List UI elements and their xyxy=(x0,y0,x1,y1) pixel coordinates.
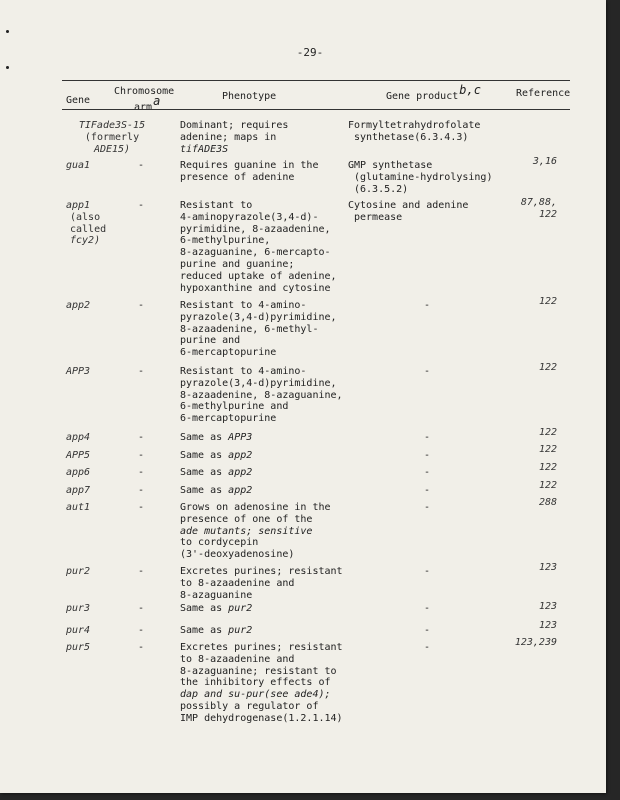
gene-line: app4 xyxy=(66,432,91,443)
gene-line: app7 xyxy=(66,485,91,496)
chromosome-arm-value: - xyxy=(138,625,145,636)
phenotype-line: pyrazole(3,4-d)pyrimidine, xyxy=(180,311,337,323)
header-gene-product-sup: b,c xyxy=(459,83,481,97)
gene-product-line: - xyxy=(424,450,431,461)
reference-line: 122 xyxy=(538,362,557,373)
phenotype-line: 8-azaguanine; resistant to xyxy=(180,665,337,677)
chromosome-arm-value: - xyxy=(138,566,145,577)
phenotype-gene-ref: pur2 xyxy=(228,625,253,636)
phenotype-line: adenine; maps in xyxy=(180,131,277,143)
gene-product-line: (glutamine-hydrolysing) xyxy=(354,171,493,183)
chromosome-arm-value: - xyxy=(138,200,145,211)
gene-cell xyxy=(66,502,90,514)
gene-product-cell xyxy=(424,566,430,578)
phenotype-gene-ref: app2 xyxy=(228,467,253,478)
gene-line: APP3 xyxy=(66,366,91,377)
gene-product-line: permease xyxy=(354,211,403,223)
chromosome-arm-cell xyxy=(138,200,144,212)
gene-line: pur4 xyxy=(66,625,91,636)
chromosome-arm-cell xyxy=(138,625,144,637)
chromosome-arm-value: - xyxy=(138,300,145,311)
gene-product-cell xyxy=(424,366,430,378)
phenotype-line: 6-mercaptopurine xyxy=(180,413,277,425)
reference-cell xyxy=(487,497,557,509)
phenotype-gene-ref: pur2 xyxy=(228,603,253,614)
chromosome-arm-value: - xyxy=(138,502,145,513)
gene-product-cell xyxy=(348,160,492,195)
gene-cell xyxy=(66,160,90,172)
phenotype-cell xyxy=(180,485,252,497)
chromosome-arm-value: - xyxy=(138,467,145,478)
gene-cell xyxy=(66,467,90,479)
chromosome-arm-value: - xyxy=(138,432,145,443)
phenotype-line xyxy=(180,467,252,479)
gene-line: APP5 xyxy=(66,450,91,461)
gene-product-line: - xyxy=(424,366,431,377)
phenotype-gene-ref: APP3 xyxy=(228,432,253,443)
header-chromosome-arm xyxy=(134,94,161,113)
reference-line: 122 xyxy=(538,480,557,491)
phenotype-line xyxy=(180,485,252,497)
phenotype-line: dap and su-pur(see ade4); xyxy=(180,689,331,701)
phenotype-line: to cordycepin xyxy=(180,537,259,549)
chromosome-arm-cell xyxy=(138,642,144,654)
reference-cell xyxy=(487,562,557,574)
gene-line: (also xyxy=(70,211,101,223)
chromosome-arm-cell xyxy=(138,300,144,312)
gene-cell xyxy=(66,625,90,637)
gene-product-cell xyxy=(424,432,430,444)
phenotype-prefix: Same as xyxy=(180,450,229,461)
phenotype-line: Grows on adenosine in the xyxy=(180,502,331,513)
chromosome-arm-value: - xyxy=(138,160,145,171)
reference-cell xyxy=(487,197,557,221)
phenotype-gene-ref: app2 xyxy=(228,485,253,496)
gene-product-line: - xyxy=(424,467,431,478)
phenotype-cell xyxy=(180,200,337,294)
gene-cell xyxy=(66,200,106,247)
chromosome-arm-cell xyxy=(138,566,144,578)
phenotype-line: 8-azaadenine, 6-methyl- xyxy=(180,323,319,335)
chromosome-arm-cell xyxy=(138,432,144,444)
gene-product-line: (6.3.5.2) xyxy=(354,183,409,195)
reference-line: 122 xyxy=(538,427,557,438)
phenotype-prefix: Same as xyxy=(180,603,229,614)
phenotype-prefix: Same as xyxy=(180,432,229,443)
phenotype-line: hypoxanthine and cytosine xyxy=(180,282,331,294)
chromosome-arm-cell xyxy=(138,467,144,479)
reference-cell xyxy=(487,601,557,613)
phenotype-cell xyxy=(180,432,252,444)
reference-cell xyxy=(487,427,557,439)
phenotype-line: (3'-deoxyadenosine) xyxy=(180,549,295,561)
gene-cell xyxy=(72,120,152,155)
gene-product-cell xyxy=(424,603,430,615)
phenotype-line: pyrazole(3,4-d)pyrimidine, xyxy=(180,377,337,389)
header-chromosome-line1: Chromosome xyxy=(114,86,175,97)
gene-cell xyxy=(66,566,90,578)
phenotype-cell xyxy=(180,450,252,462)
gene-product-line: - xyxy=(424,432,431,443)
phenotype-line: to 8-azaadenine and xyxy=(180,653,295,665)
reference-cell xyxy=(487,462,557,474)
reference-line: 123 xyxy=(538,601,557,612)
phenotype-line: 8-azaadenine, 8-azaguanine, xyxy=(180,389,343,401)
gene-product-cell xyxy=(424,625,430,637)
gene-line: called xyxy=(70,223,107,235)
header-gene: Gene xyxy=(66,95,91,106)
gene-product-cell xyxy=(424,485,430,497)
margin-mark xyxy=(6,66,9,69)
gene-product-line: - xyxy=(424,603,431,614)
phenotype-line: 6-mercaptopurine xyxy=(180,347,277,359)
phenotype-line: presence of adenine xyxy=(180,171,295,183)
reference-line: 87,88, xyxy=(520,197,557,208)
phenotype-cell xyxy=(180,625,252,637)
chromosome-arm-value: - xyxy=(138,450,145,461)
gene-cell xyxy=(66,432,90,444)
phenotype-line: 6-methylpurine, xyxy=(180,235,271,247)
phenotype-line: Excretes purines; resistant xyxy=(180,566,343,577)
gene-product-line: GMP synthetase xyxy=(348,160,433,171)
phenotype-prefix: Same as xyxy=(180,625,229,636)
phenotype-cell xyxy=(180,642,343,725)
gene-product-line: - xyxy=(424,502,431,513)
phenotype-line: 4-aminopyrazole(3,4-d)- xyxy=(180,211,319,223)
phenotype-line: 6-methylpurine and xyxy=(180,401,289,413)
phenotype-line: pyrimidine, 8-azaadenine, xyxy=(180,223,331,235)
phenotype-line: possibly a regulator of xyxy=(180,700,319,712)
chromosome-arm-cell xyxy=(138,366,144,378)
phenotype-line xyxy=(180,432,252,444)
reference-line: 122 xyxy=(538,208,557,220)
margin-mark xyxy=(6,30,9,33)
phenotype-cell xyxy=(180,120,288,155)
reference-line: 122 xyxy=(538,296,557,307)
phenotype-line: Resistant to 4-amino- xyxy=(180,366,307,377)
gene-line: aut1 xyxy=(66,502,91,513)
phenotype-line: presence of one of the xyxy=(180,513,313,525)
phenotype-line: 8-azaguanine xyxy=(180,589,253,601)
phenotype-line: purine and guanine; xyxy=(180,258,295,270)
chromosome-arm-value: - xyxy=(138,485,145,496)
gene-cell xyxy=(66,642,90,654)
chromosome-arm-cell xyxy=(138,502,144,514)
header-gene-product xyxy=(386,83,481,102)
phenotype-cell xyxy=(180,603,252,615)
header-phenotype: Phenotype xyxy=(222,91,277,102)
phenotype-line: the inhibitory effects of xyxy=(180,677,331,689)
header-top-rule xyxy=(62,80,570,81)
gene-product-line: - xyxy=(424,625,431,636)
reference-line: 122 xyxy=(538,444,557,455)
phenotype-prefix: Same as xyxy=(180,485,229,496)
gene-product-cell xyxy=(424,450,430,462)
gene-line: pur2 xyxy=(66,566,91,577)
gene-product-line: Formyltetrahydrofolate xyxy=(348,120,481,131)
phenotype-cell xyxy=(180,160,318,184)
reference-line: 123 xyxy=(538,620,557,631)
reference-cell xyxy=(487,620,557,632)
reference-line: 3,16 xyxy=(532,156,557,167)
phenotype-line: to 8-azaadenine and xyxy=(180,577,295,589)
gene-product-line: synthetase(6.3.4.3) xyxy=(354,131,469,143)
phenotype-line: 8-azaguanine, 6-mercapto- xyxy=(180,247,331,259)
phenotype-line: ade mutants; sensitive xyxy=(180,525,313,537)
chromosome-arm-value: - xyxy=(138,366,145,377)
reference-cell xyxy=(487,296,557,308)
gene-line: pur5 xyxy=(66,642,91,653)
reference-cell xyxy=(487,156,557,168)
gene-product-cell xyxy=(424,467,430,479)
gene-product-cell xyxy=(424,502,430,514)
chromosome-arm-cell xyxy=(138,450,144,462)
reference-line: 288 xyxy=(538,497,557,508)
gene-line: app2 xyxy=(66,300,91,311)
chromosome-arm-cell xyxy=(138,603,144,615)
phenotype-line xyxy=(180,450,252,462)
phenotype-prefix: Same as xyxy=(180,467,229,478)
reference-cell xyxy=(487,480,557,492)
page-number: -29- xyxy=(296,46,324,59)
reference-cell xyxy=(487,362,557,374)
header-chromosome-sup: a xyxy=(153,94,161,108)
gene-cell xyxy=(66,603,90,615)
phenotype-cell xyxy=(180,566,343,601)
gene-cell xyxy=(66,300,90,312)
phenotype-cell xyxy=(180,366,343,425)
phenotype-cell xyxy=(180,300,337,359)
gene-line: ADE15) xyxy=(93,143,131,155)
reference-cell xyxy=(487,444,557,456)
header-reference: Reference xyxy=(516,88,571,99)
phenotype-line: Excretes purines; resistant xyxy=(180,642,343,653)
gene-cell xyxy=(66,366,90,378)
chromosome-arm-value: - xyxy=(138,603,145,614)
phenotype-line: reduced uptake of adenine, xyxy=(180,270,337,282)
gene-product-line: - xyxy=(424,566,431,577)
chromosome-arm-cell xyxy=(138,485,144,497)
gene-product-cell xyxy=(348,120,480,144)
gene-line: gua1 xyxy=(66,160,91,171)
gene-product-cell xyxy=(424,300,430,312)
phenotype-gene-ref: app2 xyxy=(228,450,253,461)
gene-cell xyxy=(66,450,90,462)
phenotype-line: Resistant to 4-amino- xyxy=(180,300,307,311)
gene-cell xyxy=(66,485,90,497)
gene-line: app1 xyxy=(66,200,91,211)
gene-line: (formerly xyxy=(84,131,140,143)
phenotype-cell xyxy=(180,467,252,479)
phenotype-line xyxy=(180,603,252,615)
gene-line: TIFade3S-15 xyxy=(78,120,146,131)
reference-line: 123 xyxy=(538,562,557,573)
chromosome-arm-value: - xyxy=(138,642,145,653)
gene-line: app6 xyxy=(66,467,91,478)
phenotype-line: purine and xyxy=(180,335,241,347)
phenotype-cell xyxy=(180,502,331,561)
reference-cell xyxy=(487,637,557,649)
reference-line: 122 xyxy=(538,462,557,473)
reference-line: 123,239 xyxy=(514,637,557,648)
gene-line: pur3 xyxy=(66,603,91,614)
gene-product-line: - xyxy=(424,642,431,653)
gene-product-cell xyxy=(348,200,468,224)
gene-product-line: - xyxy=(424,300,431,311)
header-gene-product-label: Gene product xyxy=(386,91,459,102)
header-bottom-rule xyxy=(62,109,570,110)
phenotype-line: Resistant to xyxy=(180,200,253,211)
gene-product-line: - xyxy=(424,485,431,496)
phenotype-line xyxy=(180,625,252,637)
phenotype-line: Requires guanine in the xyxy=(180,160,319,171)
gene-product-cell xyxy=(424,642,430,654)
header-chromosome-line2: arm xyxy=(134,102,153,113)
gene-product-line: Cytosine and adenine xyxy=(348,200,469,211)
gene-line: fcy2) xyxy=(70,235,101,247)
phenotype-line: tifADE3S xyxy=(180,143,229,155)
chromosome-arm-cell xyxy=(138,160,144,172)
phenotype-line: Dominant; requires xyxy=(180,120,289,131)
phenotype-line: IMP dehydrogenase(1.2.1.14) xyxy=(180,712,343,724)
